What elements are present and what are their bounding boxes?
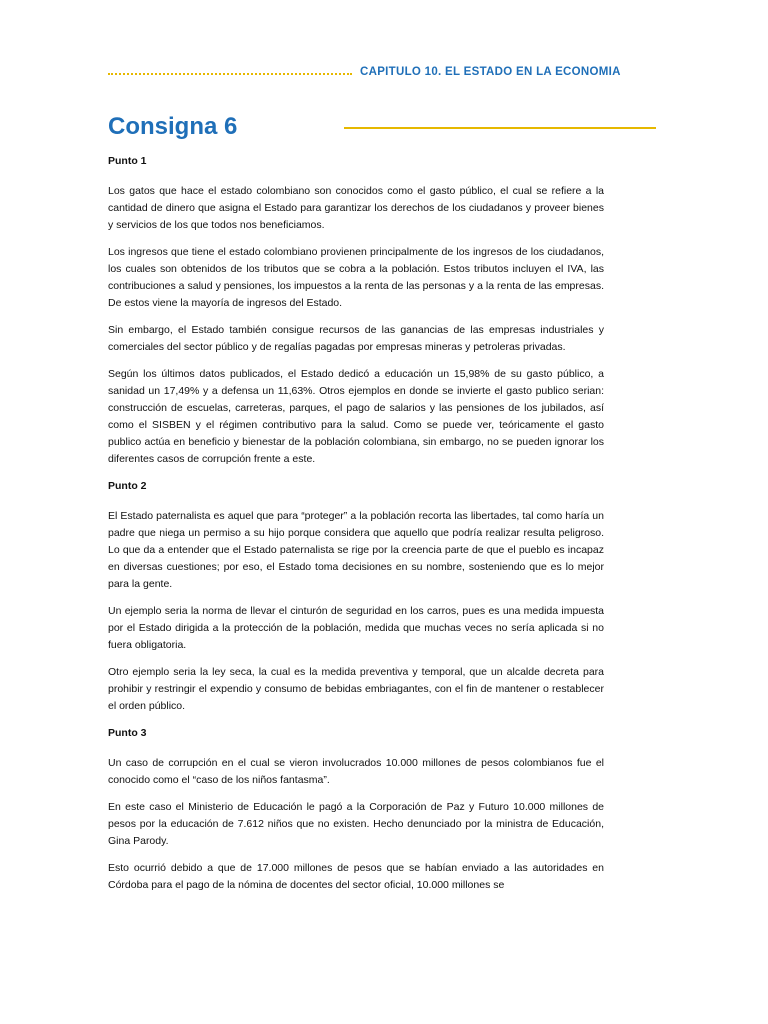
header-dotted-rule	[108, 73, 352, 75]
section-heading: Punto 1	[108, 155, 147, 167]
title-rule	[344, 127, 656, 129]
document-body	[108, 153, 604, 904]
section-punto-2	[108, 478, 604, 715]
paragraph: Un caso de corrupción en el cual se vieron involucrados 10.000 millones de pesos colombianos fue el conocido como el “caso de los niños fantasma”.	[108, 757, 604, 786]
paragraph: En este caso el Ministerio de Educación le pagó a la Corporación de Paz y Futuro 10.000 millones de pesos por la educación de 7.612 niños que no existen. Hecho denunciado por la ministra de Educación, Gina Parody.	[108, 801, 604, 847]
paragraph: Los ingresos que tiene el estado colombiano provienen principalmente de los ingresos de los ciudadanos, los cuales son obtenidos de los tributos que se cobra a la población. Estos tributos incluyen el IVA, las contribuciones a salud y pensiones, los impuestos a la renta de las personas y a la renta de las empresas. De estos viene la mayoría de ingresos del Estado.	[108, 246, 604, 309]
running-header	[108, 63, 621, 81]
title-row	[108, 110, 656, 144]
chapter-title: CAPITULO 10. EL ESTADO EN LA ECONOMIA	[360, 66, 621, 78]
section-punto-3	[108, 725, 604, 894]
paragraph: Esto ocurrió debido a que de 17.000 millones de pesos que se habían enviado a las autoridades en Córdoba para el pago de la nómina de docentes del sector oficial, 10.000 millones se	[108, 862, 604, 891]
page-title: Consigna 6	[108, 113, 238, 140]
paragraph: Otro ejemplo seria la ley seca, la cual es la medida preventiva y temporal, que un alcalde decreta para prohibir y restringir el expendio y consumo de bebidas embriagantes, con el fin de mantener o restablecer el orden público.	[108, 666, 604, 712]
paragraph: Según los últimos datos publicados, el Estado dedicó a educación un 15,98% de su gasto público, a sanidad un 17,49% y a defensa un 11,63%. Otros ejemplos en donde se invierte el gasto publico serian: construcción de escuelas, carreteras, parques, el pago de salarios y las pensiones de los jubilados, así como el SISBEN y el régimen contributivo para la salud. Como se puede ver, teóricamente el gasto publico actúa en beneficio y bienestar de la población colombiana, sin embargo, no se pueden ignorar los diferentes casos de corrupción frente a este.	[108, 368, 604, 465]
section-heading: Punto 3	[108, 727, 147, 739]
paragraph: El Estado paternalista es aquel que para “proteger” a la población recorta las libertades, tal como haría un padre que niega un permiso a su hijo porque considera que aquello que podría realizar resulta peligroso. Lo que da a entender que el Estado paternalista se rige por la creencia parte de que el pueblo es incapaz en diversas cuestiones; por eso, el Estado toma decisiones en su nombre, sosteniendo que es lo mejor para la gente.	[108, 510, 604, 590]
paragraph: Un ejemplo seria la norma de llevar el cinturón de seguridad en los carros, pues es una medida impuesta por el Estado dirigida a la protección de la población, medida que muchas veces no sería aplicada si no fuera obligatoria.	[108, 605, 604, 651]
paragraph: Los gatos que hace el estado colombiano son conocidos como el gasto público, el cual se refiere a la cantidad de dinero que asigna el Estado para garantizar los derechos de los ciudadanos y proveer bienes y servicios de los que todos nos beneficiamos.	[108, 185, 604, 231]
paragraph: Sin embargo, el Estado también consigue recursos de las ganancias de las empresas industriales y comerciales del sector público y de regalías pagadas por empresas mineras y petroleras privadas.	[108, 324, 604, 353]
section-punto-1	[108, 153, 604, 468]
section-heading: Punto 2	[108, 480, 147, 492]
